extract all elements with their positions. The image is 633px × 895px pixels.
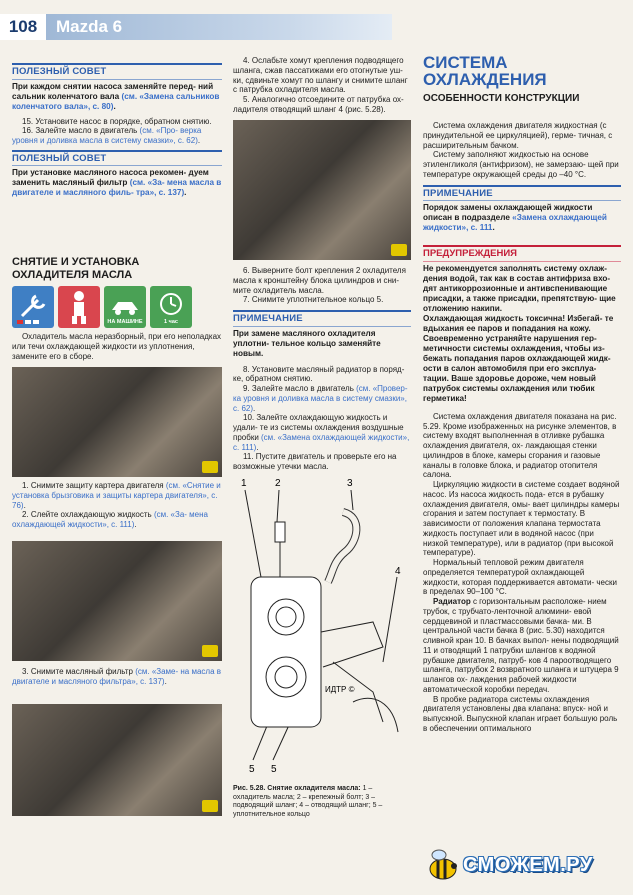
- left-steps-2: [12, 667, 222, 687]
- photo-oil-cooler: [233, 120, 411, 260]
- step-paragraph: 15. Установите насос в порядке, обратном снятию.: [22, 116, 212, 126]
- step-paragraph: 11. Пустите двигатель и проверьте его на возможные утечки масла.: [233, 452, 397, 472]
- wrench-icon: [12, 286, 54, 328]
- cross-reference-link[interactable]: (см. «Замена сальников коленчатого вала», с. 80): [12, 91, 220, 111]
- step-paragraph: 5. Аналогично отсоедините от патрубка ох- ладителя отводящий шланг 4 (рис. 5.28).: [233, 95, 404, 114]
- cross-reference-link[interactable]: (см. «Снятие и установка брызговика и защиты картера двигателя», с. 76): [12, 481, 221, 510]
- diagram-label-2: 2: [275, 478, 281, 489]
- bee-icon: [421, 845, 461, 885]
- camera-icon: [202, 800, 218, 812]
- time-label: 1 час: [164, 319, 178, 326]
- left-column: [12, 63, 222, 198]
- cross-reference-link[interactable]: (см. «Заме- на масла в двигателе и масляного фильтра», с. 137): [12, 667, 222, 686]
- logo-text: СМОЖЕМ.РУ: [463, 854, 593, 876]
- body-paragraph: Система охлаждения двигателя жидкостная (с принудительной ее циркуляцией), герме- тичная, с расширительным бачком.: [423, 121, 613, 150]
- note-title: ПРИМЕЧАНИЕ: [423, 185, 621, 202]
- platform-label: НА МАШИНЕ: [107, 319, 143, 326]
- diagram-label-3: 3: [347, 478, 353, 489]
- cross-reference-link[interactable]: (см. «Замена охлаждающей жидкости», с. 111): [233, 432, 410, 452]
- section-title: СНЯТИЕ И УСТАНОВКА ОХЛАДИТЕЛЯ МАСЛА: [12, 256, 140, 281]
- step-paragraph: 8. Установите масляный радиатор в поряд- ке, обратном снятию.: [233, 364, 405, 384]
- chapter-title: СИСТЕМА ОХЛАЖДЕНИЯ: [423, 53, 547, 89]
- left-steps-1: [12, 481, 222, 530]
- camera-icon: [202, 645, 218, 657]
- step-paragraph: 9. Залейте масло в двигатель (см. «Провер- ка уровня и доливка масла в систему смазки», с. 62).: [233, 384, 408, 413]
- body-paragraph: Система охлаждения двигателя показана на рис. 5.29. Кроме изображенных на рисунке элементов, в систему входят выполненная в отливке рубашка охлаждения двигателя, ох- лаждающая стенки цилиндров в блоке, камеры сгорания и газовые каналы в головке блока, и радиатор отопителя салона.: [423, 411, 617, 480]
- person-icon: [58, 286, 100, 328]
- camera-icon: [391, 244, 407, 256]
- body-paragraph: В пробке радиатора системы охлаждения двигателя установлены два клапана: впуск- ной и выпускной. Выпускной клапан играет большую роль в обеспечении оптимального: [423, 694, 618, 733]
- cross-reference-link[interactable]: (см. «За- мена масла в двигателе и масляного филь- тра», с. 137): [12, 178, 222, 198]
- body-paragraph: Циркуляцию жидкости в системе создает водяной насос. Из насоса жидкость пода- ется в рубашку охлаждения двигателя, омы- вает цилиндры камеры сгорания и затем поступает к термостату. В зависимости от положения клапана термостата жидкость поступает или в водяной насос (при низкой температуре), или в радиатор (при высокой температуре).: [423, 480, 620, 558]
- step-paragraph: 1. Снимите защиту картера двигателя (см. «Снятие и установка брызговика и защиты картера двигателя», с. 76).: [12, 481, 221, 510]
- car-lift-icon: [104, 286, 146, 328]
- middle-column-mid: [233, 266, 411, 472]
- step-paragraph: 2. Слейте охлаждающую жидкость (см. «За- мена охлаждающей жидкости», с. 111).: [12, 510, 208, 529]
- note-title: ПРИМЕЧАНИЕ: [233, 310, 411, 327]
- tip-text: При каждом снятии насоса заменяйте перед- ний сальник коленчатого вала (см. «Замена сальников коленчатого вала», с. 80).: [12, 81, 220, 111]
- intro-paragraph: Охладитель масла неразборный, при его неполадках или течи охлаждающей жидкости из уплотнения, замените его в сборе.: [12, 332, 222, 361]
- body-paragraph: Радиатор с горизонтальным расположе- нием трубок, с трубчато-ленточной алюмини- евой сердцевиной и пластмассовыми бачка- ми. В центральной части бачка 8 (рис. 5.30) находится сливной кран 10. В бачках выпол- нены подводящий 11 и отводящий 1 патрубки шлангов к водяной рубашке двигателя, патруб- ков 4 пароотводящего шланга, патрубок 2 возвратного шланга и штуцера 9 шлангов ох- лаждения рабочей жидкости автоматической коробки передач.: [423, 597, 619, 694]
- right-column: [423, 54, 621, 734]
- cross-reference-link[interactable]: (см. «Про- верка уровня и доливка масла в систему смазки», с. 62): [12, 126, 202, 146]
- step-paragraph: 7. Снимите уплотнительное кольцо 5.: [243, 295, 384, 305]
- figure-legend: 1 – охладитель масла; 2 – крепежный болт; 3 – подводящий шланг; 4 – отводящий шланг; 5 – уплотнительное кольцо: [233, 785, 383, 818]
- page-number: 108: [0, 14, 46, 40]
- tip-title: ПОЛЕЗНЫЙ СОВЕТ: [12, 63, 222, 80]
- left-intro: [12, 332, 222, 361]
- step-paragraph: 10. Залейте охлаждающую жидкость и удали- те из системы охлаждения воздушные пробки (см. «Замена охлаждающей жидкости», с. 111).: [233, 413, 410, 452]
- book-title: Mazda 6: [56, 17, 123, 36]
- tip-text: При установке масляного насоса рекомен- дуем заменить масляный фильтр (см. «За- мена масла в двигателе и масляного филь- тра», с. 137).: [12, 168, 222, 198]
- diagram-watermark: ИДТР ©: [325, 685, 355, 694]
- warning-title: ПРЕДУПРЕЖДЕНИЯ: [423, 245, 621, 262]
- photo-oil-cooler-hose: [12, 704, 222, 816]
- cross-reference-link[interactable]: (см. «Провер- ка уровня и доливка масла в систему смазки», с. 62): [233, 384, 408, 413]
- body-paragraph: Нормальный тепловой режим двигателя определяется температурой охлаждающей жидкости, которая поддерживается автомати- чески в пределах 90–100 °С.: [423, 558, 617, 597]
- figure-caption: [233, 785, 411, 819]
- photo-oil-filter: [12, 541, 222, 661]
- step-paragraph: 16. Залейте масло в двигатель (см. «Про- верка уровня и доливка масла в систему смазки», с. 62).: [12, 126, 202, 146]
- cross-reference-link[interactable]: (см. «За- мена охлаждающей жидкости», с. 111): [12, 510, 208, 529]
- diagram-label-5: 5: [249, 764, 255, 775]
- diagram-label-8: 5: [271, 764, 277, 775]
- middle-column-top: [233, 56, 411, 115]
- note-text: Порядок замены охлаждающей жидкости описан в подразделе «Замена охлаждающей жидкости», с. 111.: [423, 203, 607, 233]
- figure-number: Рис. 5.28. Снятие охладителя масла:: [233, 785, 361, 792]
- tip-title: ПОЛЕЗНЫЙ СОВЕТ: [12, 150, 222, 167]
- step-paragraph: 4. Ослабьте хомут крепления подводящего шланга, сжав пассатижами его отогнутые уш- ки, сдвиньте хомут по шлангу и снимите шланг с патрубка охладителя масла.: [233, 56, 408, 95]
- warning-text: Не рекомендуется заполнять систему охлаж- дения водой, так как в состав антифриза вхо- дят антикоррозионные и антивспенивающие присадки, а также присадки, препятствую- щие отложению накипи. Охлаждающая жидкость токсична! Избегай- те вдыхания ее паров и попадания на кожу. Своевременно устраняйте нарушения гер- метичности системы охлаждения, чтобы из- бежать попадания паров охлаждающей жидк- ости в салон автомобиля при его эксплуа- тации. Ваше здоровье дороже, чем новый патрубок системы охлаждения или тюбик герметика!: [423, 263, 616, 403]
- clock-icon: [150, 286, 192, 328]
- camera-icon: [202, 461, 218, 473]
- note-text: При замене масляного охладителя уплотни- тельное кольцо заменяйте новым.: [233, 328, 381, 358]
- diagram-label-4: 4: [395, 566, 401, 577]
- section-subtitle: ОСОБЕННОСТИ КОНСТРУКЦИИ: [423, 93, 580, 104]
- diagram-label-1: 1: [241, 478, 247, 489]
- body-paragraph: Систему заполняют жидкостью на основе этиленгликоля (антифризом), не замерзаю- щей при температуре окружающей среды до –40 °С.: [423, 150, 619, 179]
- step-paragraph: 6. Выверните болт крепления 2 охладителя масла к кронштейну блока цилиндров и сни- мите охладитель масла.: [233, 266, 406, 295]
- photo-engine-crankcase: [12, 367, 222, 477]
- site-logo: [421, 845, 626, 885]
- oil-cooler-diagram: [233, 472, 409, 778]
- step-paragraph: 3. Снимите масляный фильтр (см. «Заме- на масла в двигателе и масляного фильтра», с. 137).: [12, 667, 222, 686]
- cross-reference-link[interactable]: «Замена охлаждающей жидкости», с. 111: [423, 213, 607, 233]
